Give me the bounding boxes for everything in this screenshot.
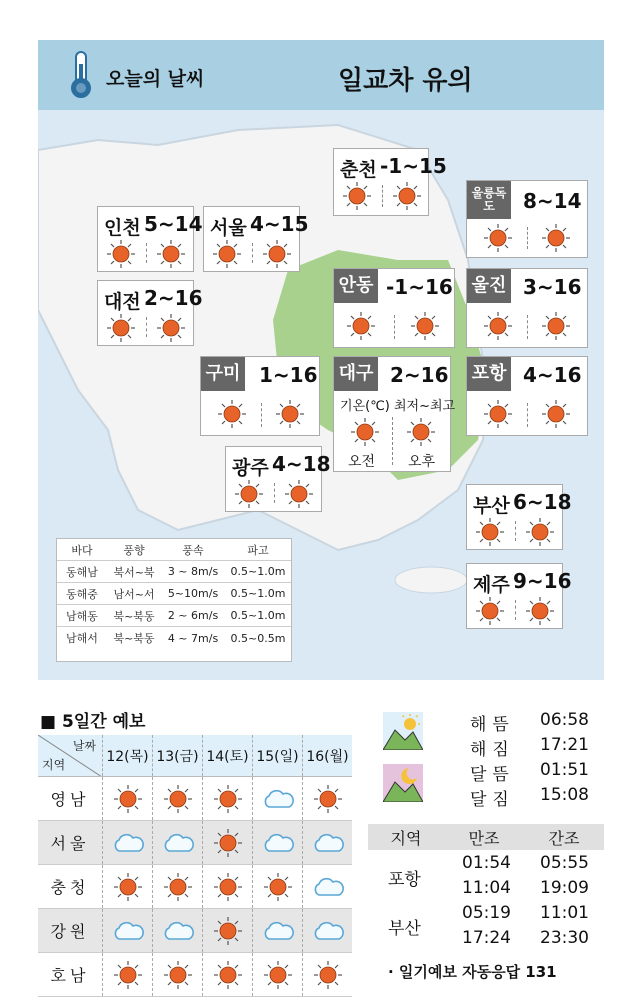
forecast-cell bbox=[152, 777, 202, 820]
moonrise-mountain-icon bbox=[383, 764, 423, 806]
sun-icon bbox=[212, 239, 242, 269]
sun-icon bbox=[392, 181, 422, 211]
sea-table-header bbox=[57, 539, 291, 561]
sea-header-cell: 바다 bbox=[71, 543, 93, 557]
forecast-corner bbox=[38, 735, 102, 776]
sun-icon bbox=[213, 784, 243, 814]
sun-icon bbox=[475, 596, 505, 626]
sea-cell: 2 ~ 6m/s bbox=[167, 609, 219, 622]
forecast-cell bbox=[252, 777, 302, 820]
card-divider bbox=[146, 317, 147, 337]
sea-header-cell: 풍향 bbox=[123, 543, 145, 557]
sea-cell: 동해남 bbox=[66, 565, 98, 579]
card-divider bbox=[515, 521, 516, 541]
sun-icon bbox=[541, 311, 571, 341]
city-name: 울진 bbox=[467, 269, 511, 303]
card-divider bbox=[527, 227, 528, 249]
tide-high: 11:04 bbox=[462, 878, 511, 898]
cloud-icon bbox=[261, 919, 295, 943]
sunrise-label: 해뜸 bbox=[470, 715, 515, 735]
tide-low: 19:09 bbox=[540, 878, 589, 898]
tide-region: 부산 bbox=[388, 919, 421, 939]
moonset-time: 15:08 bbox=[540, 785, 589, 805]
cloud-icon bbox=[111, 831, 145, 855]
sun-icon bbox=[313, 784, 343, 814]
legend-am: 오전 bbox=[348, 454, 376, 470]
sea-conditions-table bbox=[56, 538, 292, 662]
forecast-cell bbox=[302, 909, 352, 952]
today-weather-label: 오늘의 날씨 bbox=[106, 68, 205, 90]
forecast-cell bbox=[102, 821, 152, 864]
forecast-title: ■ 5일간 예보 bbox=[40, 712, 146, 732]
city-temp: 2~16 bbox=[144, 286, 203, 310]
cloud-icon bbox=[311, 831, 345, 855]
forecast-region: 영남 bbox=[50, 790, 90, 809]
sun-icon bbox=[350, 417, 380, 447]
card-pohang bbox=[466, 356, 588, 436]
city-temp: 6~18 bbox=[513, 490, 572, 514]
tide-high: 17:24 bbox=[462, 928, 511, 948]
card-divider bbox=[527, 315, 528, 339]
card-divider bbox=[527, 403, 528, 427]
tide-header-cell: 만조 bbox=[468, 828, 500, 848]
sun-icon bbox=[163, 960, 193, 990]
sun-icon bbox=[483, 399, 513, 429]
sun-icon bbox=[342, 181, 372, 211]
sunrise-time: 06:58 bbox=[540, 710, 589, 730]
forecast-cell bbox=[252, 953, 302, 996]
forecast-cell bbox=[252, 909, 302, 952]
forecast-cell bbox=[252, 821, 302, 864]
sun-icon bbox=[113, 784, 143, 814]
forecast-cell bbox=[302, 953, 352, 996]
cloud-icon bbox=[311, 919, 345, 943]
tide-header bbox=[368, 824, 604, 850]
table-row bbox=[57, 561, 291, 583]
legend-pm: 오후 bbox=[408, 454, 436, 470]
city-name: 서울 bbox=[210, 217, 247, 239]
tide-region: 포항 bbox=[388, 870, 421, 890]
table-row bbox=[57, 627, 291, 649]
cloud-icon bbox=[261, 787, 295, 811]
sea-cell: 4 ~ 7m/s bbox=[167, 631, 219, 645]
card-divider bbox=[382, 185, 383, 207]
cloud-icon bbox=[161, 919, 195, 943]
sun-icon bbox=[483, 311, 513, 341]
city-name: 구미 bbox=[201, 357, 245, 391]
forecast-cell bbox=[202, 953, 252, 996]
city-name: 부산 bbox=[473, 495, 510, 517]
card-ulleung bbox=[466, 180, 588, 258]
sea-cell: 5~10m/s bbox=[167, 587, 219, 600]
sun-icon bbox=[525, 596, 555, 626]
sea-cell: 3 ~ 8m/s bbox=[167, 565, 219, 578]
sun-icon bbox=[475, 517, 505, 547]
sun-icon bbox=[263, 872, 293, 902]
table-row bbox=[57, 583, 291, 605]
city-name: 춘천 bbox=[340, 159, 377, 181]
forecast-day: 12(목) bbox=[102, 735, 152, 776]
forecast-day: 13(금) bbox=[152, 735, 202, 776]
sun-icon bbox=[213, 828, 243, 858]
tide-low: 05:55 bbox=[540, 853, 589, 873]
moonrise-time: 01:51 bbox=[540, 760, 589, 780]
city-name: 광주 bbox=[232, 457, 269, 479]
sun-icon bbox=[275, 399, 305, 429]
forecast-header bbox=[38, 735, 352, 777]
city-temp: 3~16 bbox=[523, 275, 582, 299]
forecast-region: 호남 bbox=[50, 966, 90, 985]
forecast-cell bbox=[202, 777, 252, 820]
sun-icon bbox=[156, 313, 186, 343]
forecast-cell bbox=[252, 865, 302, 908]
cloud-icon bbox=[311, 875, 345, 899]
forecast-cell bbox=[302, 777, 352, 820]
sea-cell: 남해동 bbox=[66, 609, 98, 623]
forecast-cell bbox=[152, 909, 202, 952]
sunset-time: 17:21 bbox=[540, 735, 589, 755]
sun-icon bbox=[525, 517, 555, 547]
forecast-cell bbox=[152, 821, 202, 864]
sea-cell: 남서~서 bbox=[113, 587, 155, 601]
corner-region-label: 지역 bbox=[42, 758, 66, 772]
forecast-day: 15(일) bbox=[252, 735, 302, 776]
tide-low: 11:01 bbox=[540, 903, 589, 923]
card-uljin bbox=[466, 268, 588, 348]
forecast-table bbox=[38, 735, 352, 997]
city-name: 대구 bbox=[334, 357, 378, 391]
table-row bbox=[38, 821, 352, 865]
sea-cell: 북~북동 bbox=[113, 632, 155, 645]
city-name: 포항 bbox=[467, 357, 511, 391]
sun-icon bbox=[483, 223, 513, 253]
moonrise-label: 달뜸 bbox=[470, 765, 515, 785]
city-name: 제주 bbox=[473, 574, 510, 596]
forecast-cell bbox=[202, 909, 252, 952]
sea-cell: 0.5~1.0m bbox=[230, 587, 286, 600]
table-row bbox=[38, 777, 352, 821]
sun-icon bbox=[410, 311, 440, 341]
card-seoul bbox=[203, 206, 309, 272]
sun-icon bbox=[106, 239, 136, 269]
forecast-region: 충청 bbox=[50, 878, 90, 897]
card-divider bbox=[261, 403, 262, 427]
sun-icon bbox=[217, 399, 247, 429]
sun-icon bbox=[163, 784, 193, 814]
tide-header-cell: 간조 bbox=[548, 828, 580, 848]
sea-header-cell: 파고 bbox=[247, 543, 269, 557]
cloud-icon bbox=[261, 831, 295, 855]
sun-icon bbox=[213, 916, 243, 946]
sun-icon bbox=[213, 872, 243, 902]
forecast-day: 16(월) bbox=[302, 735, 352, 776]
city-temp: 5~14 bbox=[144, 212, 203, 236]
city-name: 인천 bbox=[104, 217, 141, 239]
sun-icon bbox=[541, 399, 571, 429]
city-name: 안동 bbox=[334, 269, 378, 303]
headline: 일교차 유의 bbox=[338, 66, 473, 96]
card-daegu bbox=[333, 356, 456, 472]
sunrise-mountain-icon bbox=[383, 712, 423, 754]
forecast-cell bbox=[102, 953, 152, 996]
tide-low: 23:30 bbox=[540, 928, 589, 948]
card-divider bbox=[252, 243, 253, 263]
city-temp: 8~14 bbox=[523, 189, 582, 213]
city-temp: -1~15 bbox=[380, 154, 447, 178]
sun-icon bbox=[234, 479, 264, 509]
sun-icon bbox=[213, 960, 243, 990]
card-andong bbox=[333, 268, 455, 348]
footer-phone: · 일기예보 자동응답 131 bbox=[388, 963, 557, 981]
moonset-label: 달짐 bbox=[470, 790, 515, 810]
forecast-cell bbox=[152, 865, 202, 908]
sun-icon bbox=[262, 239, 292, 269]
city-temp: 9~16 bbox=[513, 569, 572, 593]
city-temp: 4~15 bbox=[250, 212, 309, 236]
forecast-region: 서울 bbox=[50, 834, 90, 853]
forecast-cell bbox=[102, 865, 152, 908]
sun-icon bbox=[113, 872, 143, 902]
card-incheon bbox=[97, 206, 203, 272]
legend-temp-label: 기온(℃) 최저~최고 bbox=[340, 399, 456, 414]
card-daejeon bbox=[97, 280, 203, 346]
table-row bbox=[38, 953, 352, 997]
forecast-cell bbox=[302, 821, 352, 864]
card-gumi bbox=[200, 356, 320, 436]
sun-icon bbox=[156, 239, 186, 269]
cloud-icon bbox=[161, 831, 195, 855]
sun-icon bbox=[406, 417, 436, 447]
corner-date-label: 날짜 bbox=[72, 739, 96, 753]
card-jeju bbox=[466, 563, 572, 629]
sea-cell: 동해중 bbox=[66, 587, 98, 601]
card-chuncheon bbox=[333, 148, 447, 216]
sun-icon bbox=[313, 960, 343, 990]
table-row bbox=[57, 605, 291, 627]
table-row bbox=[38, 865, 352, 909]
card-divider bbox=[394, 315, 395, 339]
card-divider bbox=[274, 483, 275, 503]
card-divider bbox=[515, 600, 516, 620]
table-row bbox=[38, 909, 352, 953]
sun-icon bbox=[106, 313, 136, 343]
card-busan bbox=[466, 484, 572, 550]
sea-cell: 0.5~0.5m bbox=[230, 631, 286, 645]
card-gwangju bbox=[225, 446, 331, 512]
forecast-cell bbox=[152, 953, 202, 996]
forecast-body bbox=[38, 777, 352, 997]
sun-icon bbox=[346, 311, 376, 341]
forecast-cell bbox=[102, 909, 152, 952]
thermometer-icon bbox=[68, 50, 94, 104]
city-temp: 4~16 bbox=[523, 363, 582, 387]
card-divider bbox=[392, 417, 393, 465]
forecast-region: 강원 bbox=[50, 922, 90, 941]
city-temp: 2~16 bbox=[390, 363, 449, 387]
tide-high: 05:19 bbox=[462, 903, 511, 923]
city-name: 대전 bbox=[104, 291, 141, 313]
tide-high: 01:54 bbox=[462, 853, 511, 873]
tide-header-cell: 지역 bbox=[390, 828, 422, 848]
sun-icon bbox=[263, 960, 293, 990]
cloud-icon bbox=[111, 919, 145, 943]
sea-cell: 북~북동 bbox=[113, 609, 155, 623]
card-divider bbox=[146, 243, 147, 263]
sun-icon bbox=[541, 223, 571, 253]
forecast-day: 14(토) bbox=[202, 735, 252, 776]
sea-cell: 0.5~1.0m bbox=[230, 565, 286, 578]
sea-cell: 0.5~1.0m bbox=[230, 609, 286, 622]
sun-icon bbox=[113, 960, 143, 990]
sunset-label: 해짐 bbox=[470, 740, 515, 760]
city-name: 울릉독도 bbox=[467, 181, 511, 219]
city-temp: 4~18 bbox=[272, 452, 331, 476]
sun-icon bbox=[163, 872, 193, 902]
header-bar bbox=[38, 40, 604, 110]
sea-cell: 북서~북 bbox=[113, 565, 155, 579]
forecast-cell bbox=[302, 865, 352, 908]
sea-header-cell: 풍속 bbox=[182, 543, 204, 557]
forecast-cell bbox=[102, 777, 152, 820]
forecast-cell bbox=[202, 821, 252, 864]
city-temp: -1~16 bbox=[386, 275, 453, 299]
sun-icon bbox=[284, 479, 314, 509]
forecast-cell bbox=[202, 865, 252, 908]
city-temp: 1~16 bbox=[259, 363, 318, 387]
sea-cell: 남해서 bbox=[66, 632, 98, 645]
